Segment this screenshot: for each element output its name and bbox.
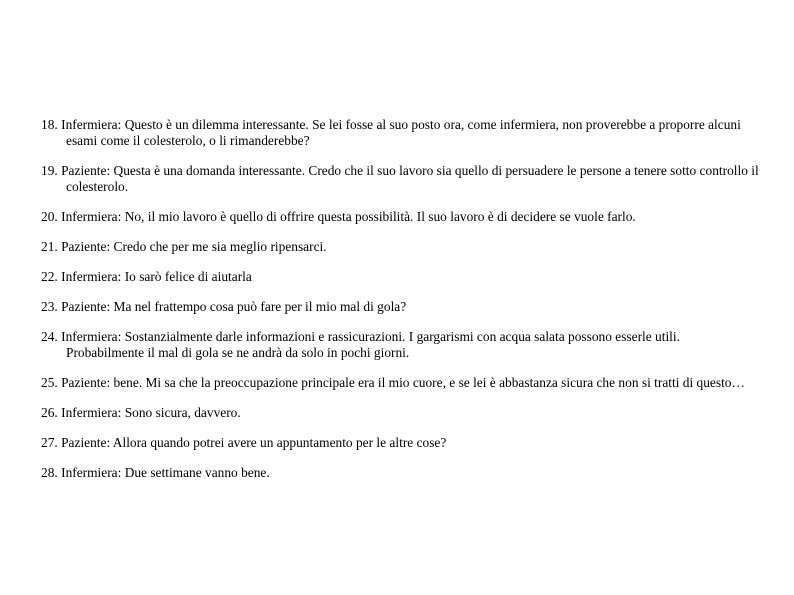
- dialogue-entry: [41, 375, 761, 391]
- entry-text: Credo che per me sia meglio ripensarci.: [113, 239, 327, 254]
- entry-number: 22.: [41, 269, 58, 284]
- entry-text: Questa è una domanda interessante. Credo che il suo lavoro sia quello di persuadere le persone a tenere sotto controllo il colesterolo.: [66, 163, 759, 194]
- entry-number: 28.: [41, 465, 58, 480]
- entry-speaker: Paziente:: [61, 239, 111, 254]
- dialogue-entry: [41, 117, 761, 149]
- entry-speaker: Paziente:: [61, 375, 111, 390]
- entry-text: Ma nel frattempo cosa può fare per il mio mal di gola?: [113, 299, 407, 314]
- entry-number: 19.: [41, 163, 58, 178]
- dialogue-entry: [41, 269, 761, 285]
- entry-number: 26.: [41, 405, 58, 420]
- entry-speaker: Infermiera:: [61, 329, 122, 344]
- entry-text: Sono sicura, davvero.: [124, 405, 241, 420]
- entry-number: 20.: [41, 209, 58, 224]
- entry-number: 25.: [41, 375, 58, 390]
- dialogue-entry: [41, 435, 761, 451]
- dialogue-entry: [41, 239, 761, 255]
- entry-text: Questo è un dilemma interessante. Se lei fosse al suo posto ora, come infermiera, non proverebbe a proporre alcuni esami come il colesterolo, o li rimanderebbe?: [66, 117, 741, 148]
- dialogue-entry: [41, 329, 761, 361]
- entry-speaker: Paziente:: [61, 435, 111, 450]
- dialogue-entry: [41, 209, 761, 225]
- entry-speaker: Infermiera:: [61, 465, 122, 480]
- dialogue-entry: [41, 465, 761, 481]
- entry-speaker: Infermiera:: [61, 117, 122, 132]
- entry-number: 27.: [41, 435, 58, 450]
- entry-speaker: Infermiera:: [61, 269, 122, 284]
- dialogue-transcript: [41, 117, 761, 495]
- entry-number: 21.: [41, 239, 58, 254]
- entry-number: 23.: [41, 299, 58, 314]
- dialogue-entry: [41, 299, 761, 315]
- entry-text: Due settimane vanno bene.: [124, 465, 270, 480]
- entry-text: Io sarò felice di aiutarla: [124, 269, 252, 284]
- entry-number: 24.: [41, 329, 58, 344]
- entry-text: Sostanzialmente darle informazioni e rassicurazioni. I gargarismi con acqua salata possono esserle utili. Probabilmente il mal di gola se ne andrà da solo in pochi giorni.: [66, 329, 680, 360]
- entry-text: bene. Mi sa che la preoccupazione principale era il mio cuore, e se lei è abbastanza sicura che non si tratti di questo…: [113, 375, 745, 390]
- entry-text: Allora quando potrei avere un appuntamento per le altre cose?: [112, 435, 447, 450]
- dialogue-entry: [41, 163, 761, 195]
- entry-speaker: Paziente:: [61, 163, 111, 178]
- dialogue-entry: [41, 405, 761, 421]
- entry-speaker: Infermiera:: [61, 405, 122, 420]
- entry-text: No, il mio lavoro è quello di offrire questa possibilità. Il suo lavoro è di decidere se vuole farlo.: [124, 209, 636, 224]
- entry-number: 18.: [41, 117, 58, 132]
- entry-speaker: Paziente:: [61, 299, 111, 314]
- entry-speaker: Infermiera:: [61, 209, 122, 224]
